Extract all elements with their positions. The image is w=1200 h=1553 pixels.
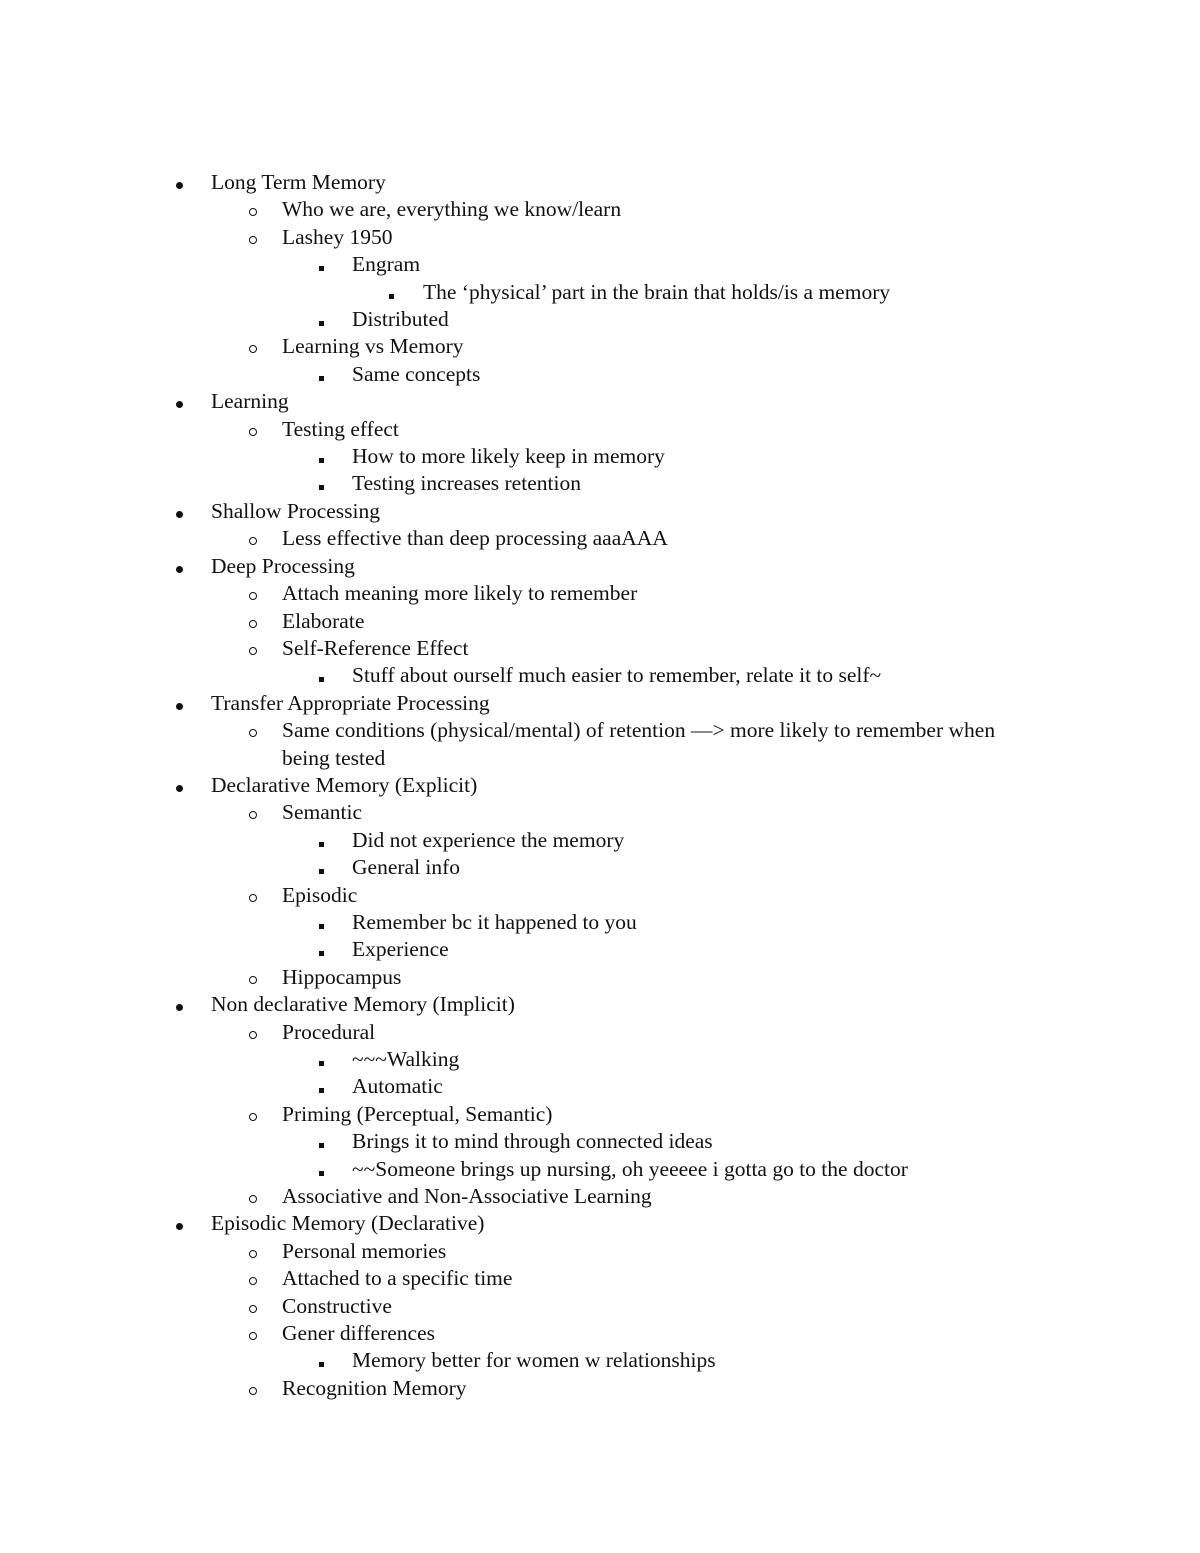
list-item-level-2: [0, 196, 1200, 223]
list-item-level-2: [0, 1183, 1200, 1210]
list-item-text: Learning: [211, 389, 289, 414]
hollow-circle-bullet-icon: [246, 1375, 266, 1402]
list-item-level-3: [0, 443, 1200, 470]
list-item-text: Priming (Perceptual, Semantic): [282, 1101, 553, 1126]
list-item-level-2: [0, 1019, 1200, 1046]
list-item-text: Associative and Non-Associative Learning: [282, 1184, 652, 1209]
square-bullet-icon: [317, 1347, 337, 1374]
list-item-text: Hippocampus: [282, 964, 402, 989]
list-item-level-2: [0, 964, 1200, 991]
hollow-circle-bullet-icon: [246, 717, 266, 744]
list-item-text: Did not experience the memory: [352, 827, 625, 852]
list-item-level-2: [0, 608, 1200, 635]
list-item-level-2: [0, 416, 1200, 443]
hollow-circle-bullet-icon: [246, 580, 266, 607]
list-item-level-3: [0, 909, 1200, 936]
square-bullet-icon: [317, 1128, 337, 1155]
square-bullet-icon: [317, 306, 337, 333]
square-bullet-icon: [317, 361, 337, 388]
square-bullet-icon: [317, 1156, 337, 1183]
list-item-text: Distributed: [352, 307, 449, 332]
bulleted-outline: [0, 169, 1200, 1402]
hollow-circle-bullet-icon: [246, 1320, 266, 1347]
list-item-text: Less effective than deep processing aaaAAA: [282, 526, 668, 551]
list-item-level-2: [0, 333, 1200, 360]
filled-circle-bullet-icon: [171, 772, 191, 799]
list-item-level-2: [0, 799, 1200, 826]
list-item-level-2: [0, 1265, 1200, 1292]
square-bullet-icon: [317, 1046, 337, 1073]
hollow-circle-bullet-icon: [246, 964, 266, 991]
hollow-circle-bullet-icon: [246, 1293, 266, 1320]
square-bullet-icon: [317, 1073, 337, 1100]
list-item-text: Automatic: [352, 1074, 443, 1099]
filled-circle-bullet-icon: [171, 388, 191, 415]
list-item-level-2: [0, 717, 1200, 772]
hollow-circle-bullet-icon: [246, 608, 266, 635]
list-item-text: Attached to a specific time: [282, 1266, 513, 1291]
list-item-level-3: [0, 470, 1200, 497]
list-item-text: Procedural: [282, 1019, 376, 1044]
list-item-text: Learning vs Memory: [282, 334, 464, 359]
list-item-level-2: [0, 1375, 1200, 1402]
list-item-level-2: [0, 882, 1200, 909]
list-item-level-3: [0, 306, 1200, 333]
list-item-level-2: [0, 635, 1200, 662]
list-item-text: Shallow Processing: [211, 498, 381, 523]
list-item-level-3: [0, 1347, 1200, 1374]
list-item-text: The ‘physical’ part in the brain that holds/is a memory: [423, 279, 891, 304]
hollow-circle-bullet-icon: [246, 1101, 266, 1128]
list-item-text: Engram: [352, 252, 421, 277]
list-item-level-1: [0, 169, 1200, 196]
hollow-circle-bullet-icon: [246, 333, 266, 360]
list-item-text: Same conditions (physical/mental) of retention —> more likely to remember when being tested: [282, 718, 996, 770]
list-item-level-2: [0, 1238, 1200, 1265]
list-item-level-2: [0, 224, 1200, 251]
list-item-text: Transfer Appropriate Processing: [211, 690, 490, 715]
list-item-text: General info: [352, 855, 461, 880]
list-item-text: Remember bc it happened to you: [352, 909, 637, 934]
list-item-text: Stuff about ourself much easier to remember, relate it to self~: [352, 663, 882, 688]
list-item-text: Who we are, everything we know/learn: [282, 197, 622, 222]
list-item-level-3: [0, 662, 1200, 689]
square-bullet-icon: [317, 470, 337, 497]
list-item-level-4: [0, 279, 1200, 306]
list-item-level-1: [0, 772, 1200, 799]
list-item-level-2: [0, 525, 1200, 552]
hollow-circle-bullet-icon: [246, 416, 266, 443]
square-bullet-icon: [317, 827, 337, 854]
hollow-circle-bullet-icon: [246, 1238, 266, 1265]
list-item-text: Lashey 1950: [282, 224, 393, 249]
list-item-level-3: [0, 1073, 1200, 1100]
square-bullet-icon: [317, 662, 337, 689]
list-item-level-1: [0, 1210, 1200, 1237]
list-item-level-3: [0, 1128, 1200, 1155]
filled-circle-bullet-icon: [171, 991, 191, 1018]
list-item-text: Memory better for women w relationships: [352, 1348, 716, 1373]
square-bullet-icon: [317, 909, 337, 936]
hollow-circle-bullet-icon: [246, 196, 266, 223]
square-bullet-icon: [317, 854, 337, 881]
list-item-level-3: [0, 1156, 1200, 1183]
list-item-level-1: [0, 991, 1200, 1018]
hollow-circle-bullet-icon: [246, 1183, 266, 1210]
list-item-text: ~~~Walking: [352, 1047, 460, 1071]
list-item-text: Constructive: [282, 1293, 392, 1318]
list-item-text: Declarative Memory (Explicit): [211, 772, 478, 797]
filled-circle-bullet-icon: [171, 553, 191, 580]
list-item-level-3: [0, 1046, 1200, 1073]
list-item-level-2: [0, 1293, 1200, 1320]
list-item-text: Personal memories: [282, 1238, 447, 1263]
list-item-text: Attach meaning more likely to remember: [282, 581, 638, 606]
square-bullet-icon: [317, 443, 337, 470]
list-item-text: Elaborate: [282, 608, 365, 633]
list-item-text: Recognition Memory: [282, 1375, 467, 1400]
square-bullet-icon: [387, 279, 407, 306]
list-item-level-1: [0, 498, 1200, 525]
list-item-level-3: [0, 936, 1200, 963]
list-item-text: Same concepts: [352, 361, 481, 386]
filled-circle-bullet-icon: [171, 169, 191, 196]
list-item-level-2: [0, 1101, 1200, 1128]
list-item-text: How to more likely keep in memory: [352, 444, 665, 469]
list-item-text: Deep Processing: [211, 553, 355, 578]
list-item-level-3: [0, 827, 1200, 854]
list-item-text: Episodic: [282, 882, 358, 907]
list-item-level-3: [0, 361, 1200, 388]
list-item-level-3: [0, 251, 1200, 278]
list-item-level-2: [0, 580, 1200, 607]
hollow-circle-bullet-icon: [246, 1019, 266, 1046]
hollow-circle-bullet-icon: [246, 1265, 266, 1292]
list-item-text: Experience: [352, 937, 449, 962]
square-bullet-icon: [317, 936, 337, 963]
list-item-text: Non declarative Memory (Implicit): [211, 992, 515, 1017]
list-item-text: Episodic Memory (Declarative): [211, 1211, 485, 1236]
square-bullet-icon: [317, 251, 337, 278]
list-item-text: Testing effect: [282, 416, 399, 441]
hollow-circle-bullet-icon: [246, 224, 266, 251]
hollow-circle-bullet-icon: [246, 799, 266, 826]
list-item-text: Self-Reference Effect: [282, 635, 469, 660]
list-item-level-1: [0, 690, 1200, 717]
list-item-level-2: [0, 1320, 1200, 1347]
filled-circle-bullet-icon: [171, 498, 191, 525]
list-item-text: Semantic: [282, 800, 363, 825]
list-item-text: Long Term Memory: [211, 170, 386, 194]
list-item-text: Gener differences: [282, 1321, 435, 1346]
list-item-text: Testing increases retention: [352, 471, 581, 496]
hollow-circle-bullet-icon: [246, 882, 266, 909]
hollow-circle-bullet-icon: [246, 635, 266, 662]
filled-circle-bullet-icon: [171, 1210, 191, 1237]
list-item-text: Brings it to mind through connected ideas: [352, 1129, 713, 1154]
hollow-circle-bullet-icon: [246, 525, 266, 552]
list-item-level-1: [0, 388, 1200, 415]
filled-circle-bullet-icon: [171, 690, 191, 717]
list-item-level-3: [0, 854, 1200, 881]
list-item-level-1: [0, 553, 1200, 580]
list-item-text: ~~Someone brings up nursing, oh yeeeee i gotta go to the doctor: [352, 1156, 908, 1181]
